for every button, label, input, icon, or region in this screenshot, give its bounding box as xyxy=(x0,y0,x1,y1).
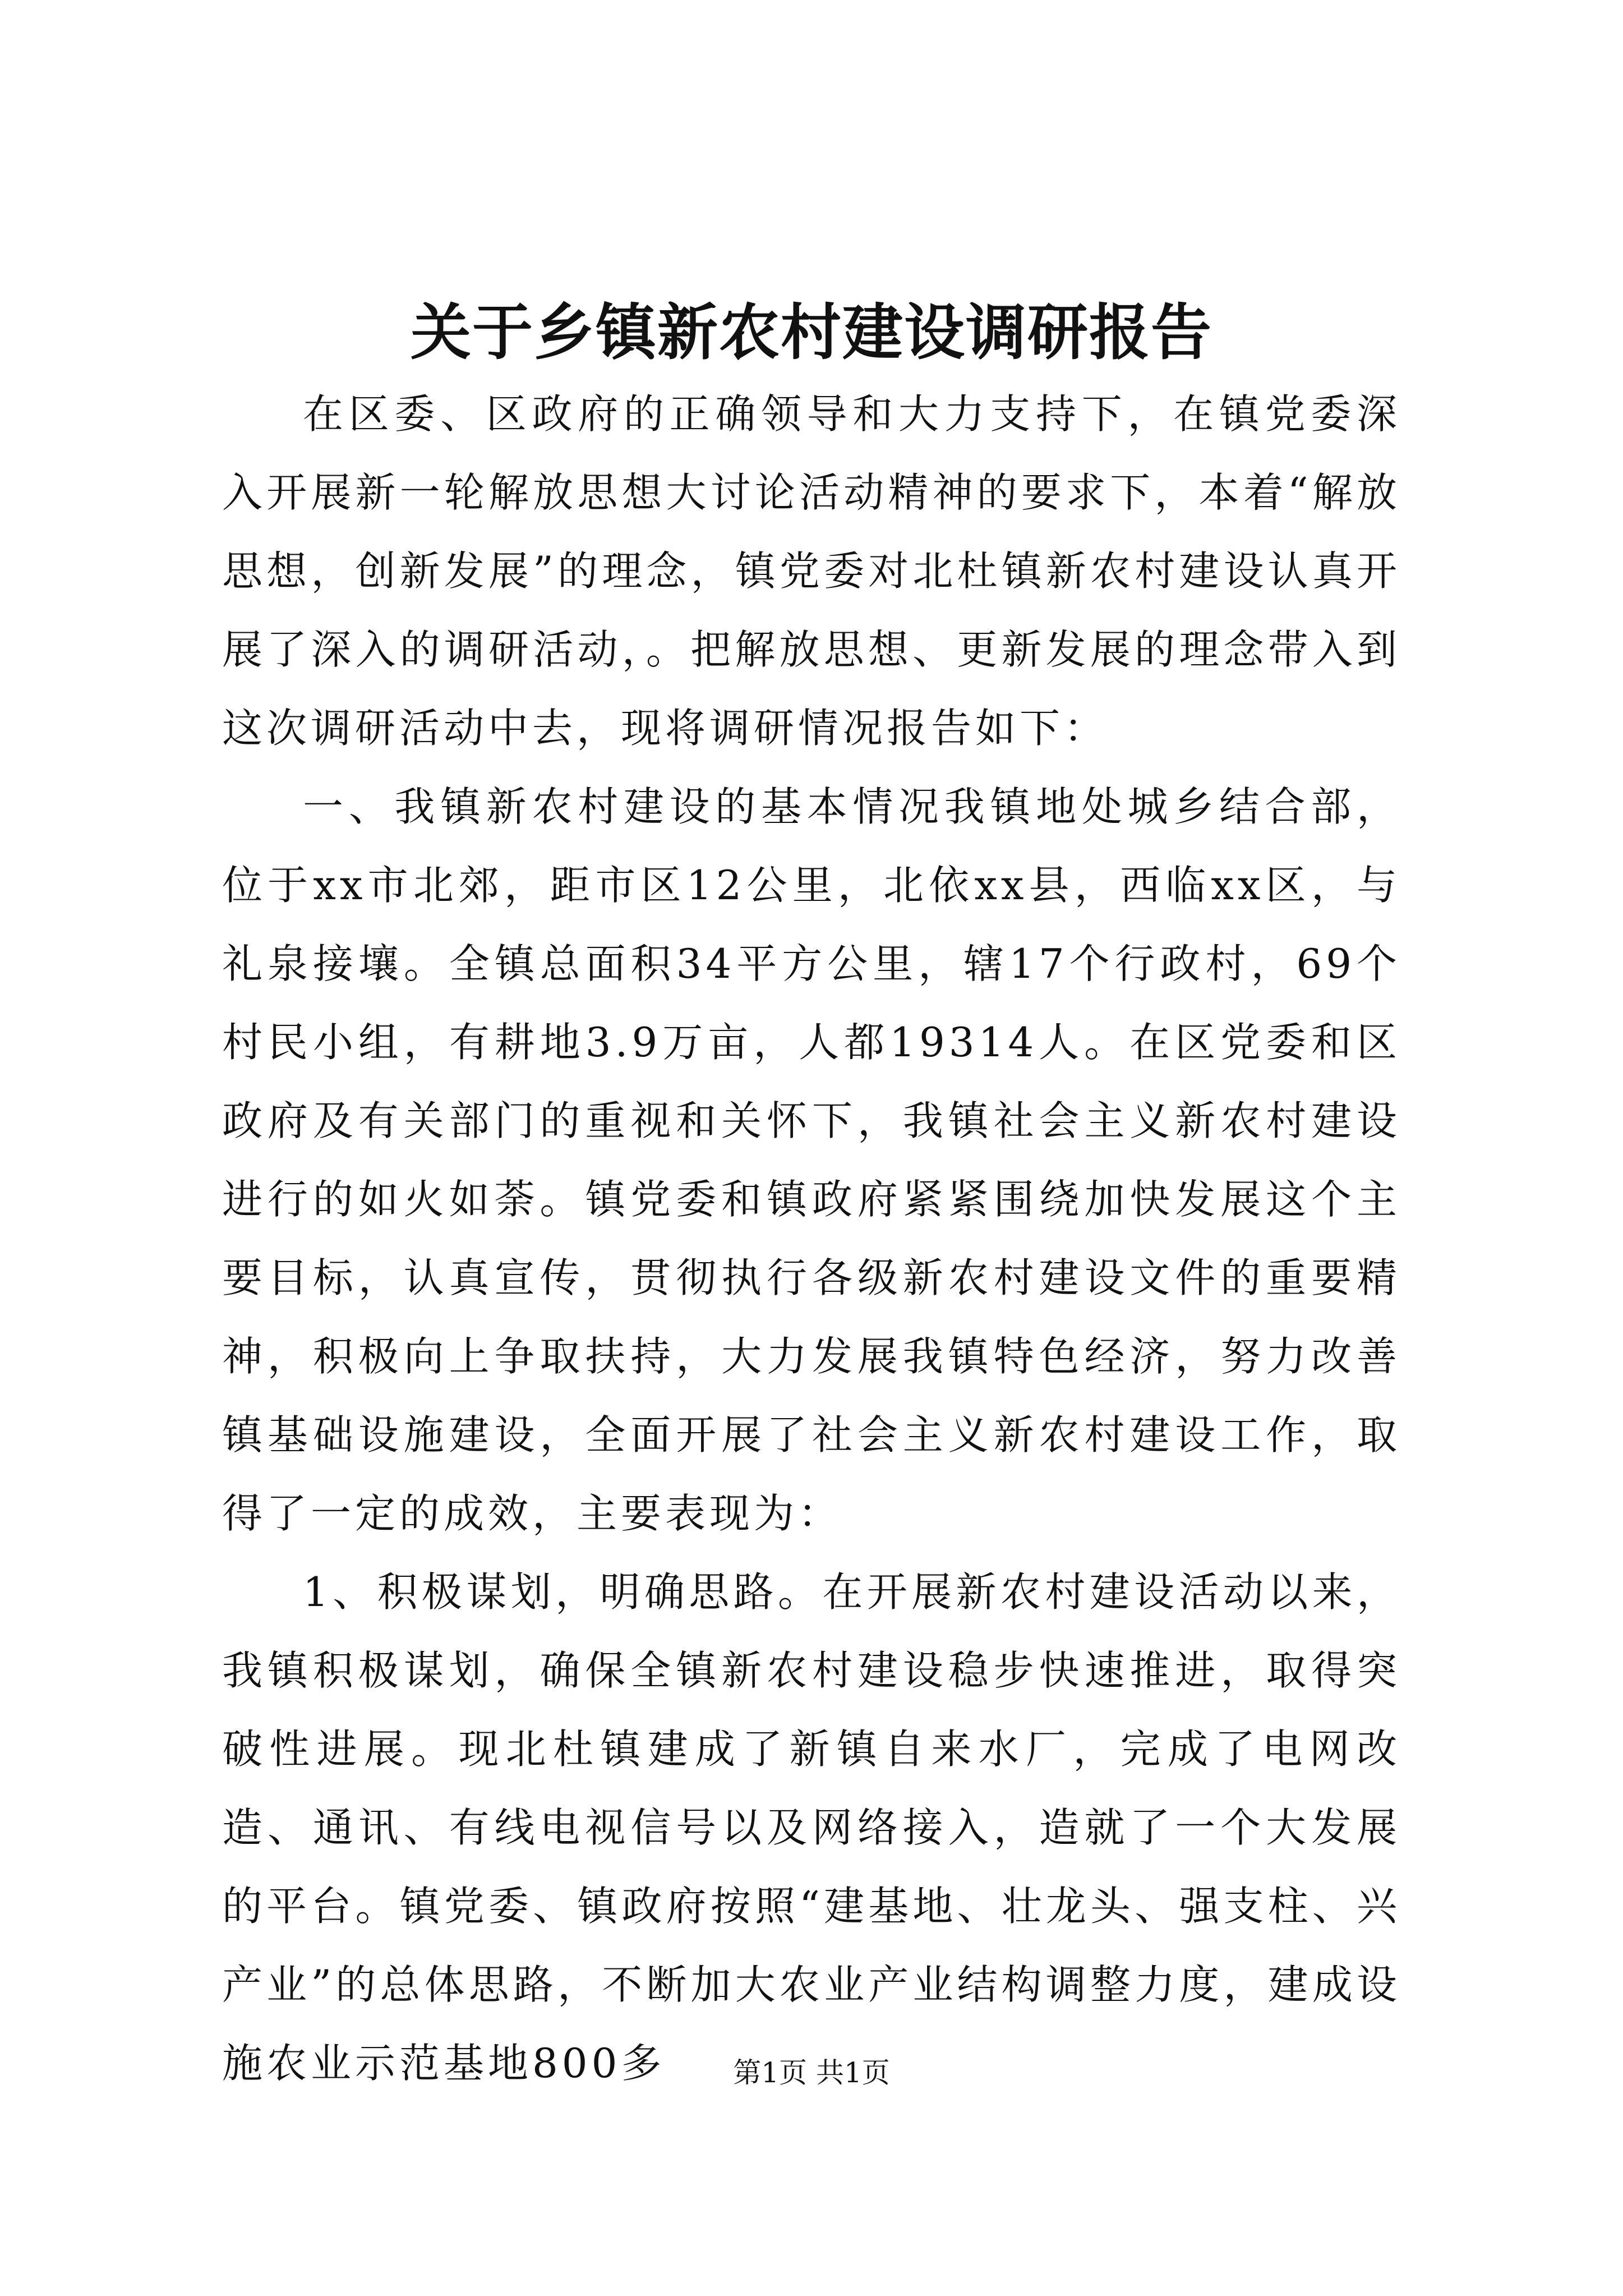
document-title: 关于乡镇新农村建设调研报告 xyxy=(410,297,1212,368)
page-footer: 第1页 共1页 xyxy=(733,2056,890,2089)
document-body xyxy=(222,375,1401,2102)
paragraph-basic-situation: 一、我镇新农村建设的基本情况我镇地处城乡结合部，位于xx市北郊，距市区12公里，北依xx县，西临xx区，与礼泉接壤。全镇总面积34平方公里，辖17个行政村，69个村民小组，有耕地3.9万亩，人都19314人。在区党委和区政府及有关部门的重视和关怀下，我镇社会主义新农村建设进行的如火如荼。镇党委和镇政府紧紧围绕加快发展这个主要目标，认真宣传，贯彻执行各级新农村建设文件的重要精神，积极向上争取扶持，大力发展我镇特色经济，努力改善镇基础设施建设，全面开展了社会主义新农村建设工作，取得了一定的成效，主要表现为： xyxy=(222,783,1401,1537)
paragraph-planning: 1、积极谋划，明确思路。在开展新农村建设活动以来，我镇积极谋划，确保全镇新农村建设稳步快速推进，取得突破性进展。现北杜镇建成了新镇自来水厂，完成了电网改造、通讯、有线电视信号以及网络接入，造就了一个大发展的平台。镇党委、镇政府按照“建基地、壮龙头、强支柱、兴产业”的总体思路，不断加大农业产业结构调整力度，建成设施农业示范基地800多 xyxy=(222,1568,1401,2087)
paragraph-intro: 在区委、区政府的正确领导和大力支持下，在镇党委深入开展新一轮解放思想大讨论活动精神的要求下，本着“解放思想，创新发展”的理念，镇党委对北杜镇新农村建设认真开展了深入的调研活动，。把解放思想、更新发展的理念带入到这次调研活动中去，现将调研情况报告如下： xyxy=(222,390,1401,752)
